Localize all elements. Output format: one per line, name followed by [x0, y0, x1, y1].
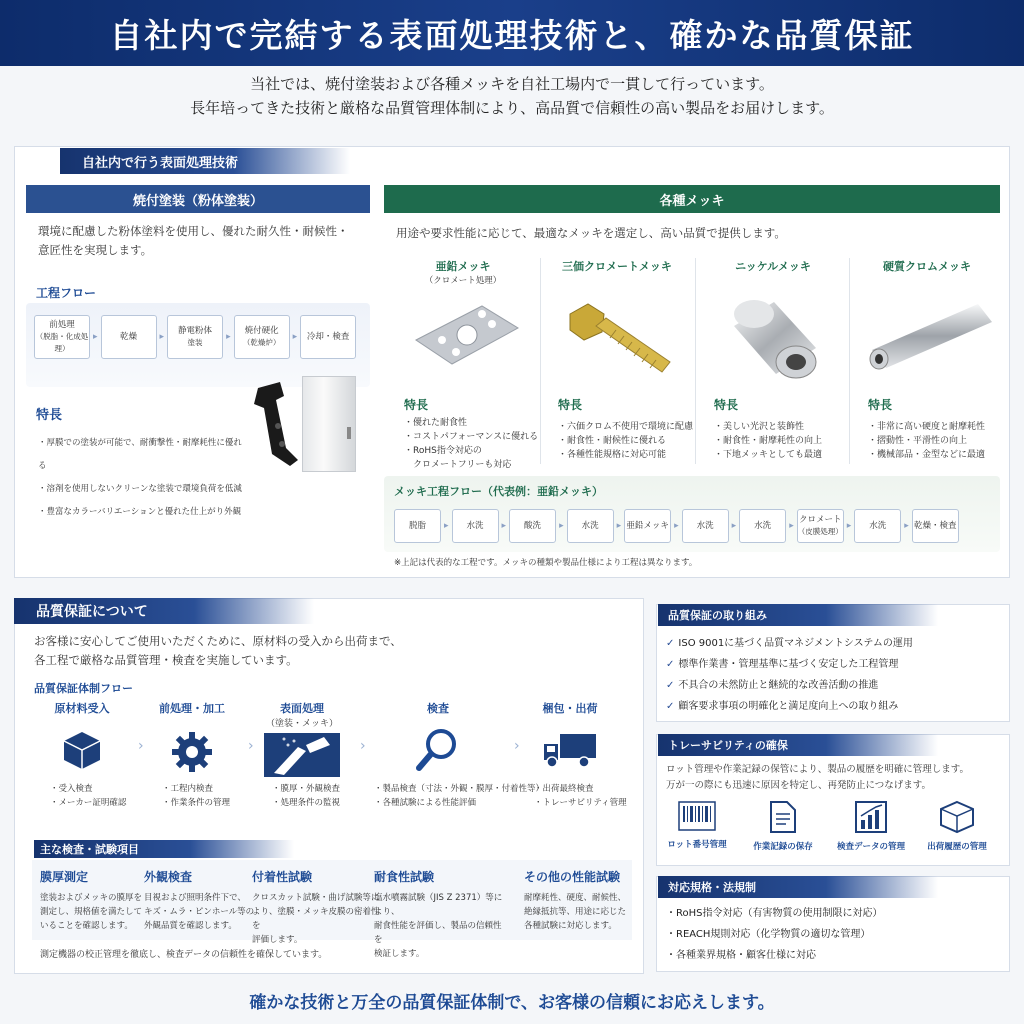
trace-title-text: トレーサビリティの確保: [668, 739, 788, 752]
qstep-bullet: ・処理条件の監視: [272, 798, 341, 808]
flow-step-line: 水洗: [696, 521, 714, 531]
test-desc-line: 検証します。: [374, 949, 425, 959]
flow-step-label: [697, 520, 714, 532]
chevron-right-icon: ›: [138, 738, 144, 754]
flow-step-label: [869, 520, 886, 532]
flow-step-label: [754, 520, 771, 532]
trace-title: [658, 734, 938, 756]
coating-flow: [34, 315, 356, 359]
chevron-right-icon: ›: [514, 738, 520, 754]
plating-flow-step: [394, 509, 441, 543]
plating-features-trivalent: [558, 420, 693, 462]
zinc-plate-image: [412, 300, 522, 374]
arrow-right-icon: ▸: [731, 521, 737, 531]
effort-item: [666, 655, 898, 670]
plating-name-nickel: ニッケルメッキ: [735, 260, 811, 273]
test-desc: [374, 891, 504, 961]
plating-feature: ・耐食性・耐候性に優れる: [558, 436, 667, 446]
test-desc-line: クロスカット試験・曲げ試験等に: [252, 893, 380, 903]
test-desc-line: キズ・ムラ・ピンホール等の: [144, 907, 255, 917]
plating-flow-step: [509, 509, 556, 543]
plating-feature: ・優れた耐食性: [404, 418, 468, 428]
page-title: 自社内で完結する表面処理技術と、確かな品質保証: [109, 15, 915, 55]
test-title: 外観検査: [144, 870, 193, 884]
plating-item-trivalent: [542, 258, 692, 274]
qstep-receiving: [32, 700, 132, 770]
plating-feature-title: 特長: [868, 398, 893, 412]
plating-feature: ・機械部品・金型などに最適: [868, 450, 986, 460]
arrow-right-icon: ▸: [846, 521, 852, 531]
quality-flow-title: 品質保証体制フロー: [34, 682, 133, 695]
test-title: 付着性試験: [252, 870, 313, 884]
coating-flow-title: 工程フロー: [36, 286, 97, 300]
plating-name-zinc: 亜鉛メッキ: [435, 260, 491, 273]
flow-step-line: 水洗: [754, 521, 772, 531]
plating-title: 各種メッキ: [659, 193, 725, 209]
plating-name-trivalent: 三価クロメートメッキ: [562, 260, 672, 273]
plating-note: ※上記は代表的な工程です。メッキの種類や製品仕様により工程は異なります。: [394, 558, 698, 568]
quality-desc-2: 各工程で厳格な品質管理・検査を実施しています。: [34, 653, 298, 667]
coating-feature-title: 特長: [36, 408, 63, 423]
plating-feature-title: 特長: [404, 398, 429, 412]
test-item: [252, 868, 382, 947]
nickel-tube-image: [724, 296, 824, 386]
coated-cabinet-image: [302, 376, 356, 472]
qstep-bullet: ・膜厚・外観検査: [272, 784, 341, 794]
test-desc-line: 各種試験に対応します。: [524, 921, 617, 931]
footer-tagline: 確かな技術と万全の品質保証体制で、お客様の信頼にお応えします。: [249, 993, 775, 1013]
flow-step-label: [626, 520, 669, 532]
plating-feature-title: 特長: [714, 398, 739, 412]
qstep-title: 梱包・出荷: [542, 702, 598, 715]
divider: [849, 258, 850, 464]
test-item: [374, 868, 504, 961]
plating-feature: ・摺動性・平滑性の向上: [868, 436, 968, 446]
magnifier-icon: [415, 726, 461, 772]
plating-feature: ・非常に高い硬度と耐摩耗性: [868, 422, 986, 432]
test-desc-line: いることを確認します。: [40, 921, 133, 931]
standard-item: ・REACH規則対応（化学物質の適切な管理）: [666, 929, 871, 940]
flow-step-label: [582, 520, 599, 532]
test-desc-line: 目視および照明条件下で、: [144, 893, 246, 903]
plating-flow-title: メッキ工程フロー（代表例：亜鉛メッキ）: [394, 485, 603, 498]
plating-name-hardchrome: 硬質クロムメッキ: [883, 260, 971, 273]
coating-desc: [38, 222, 368, 260]
plating-flow-step: [682, 509, 729, 543]
trace-item-record: [740, 800, 826, 852]
flow-step-line: 水洗: [466, 521, 484, 531]
coating-flow-step: [300, 315, 356, 359]
barcode-icon: [677, 800, 717, 832]
checkmark-icon: ✓: [666, 701, 675, 712]
coating-flow-step: [34, 315, 90, 359]
plating-feature: ・六価クロム不使用で環境に配慮: [558, 422, 694, 432]
arrow-right-icon: ▸: [559, 521, 564, 531]
flow-step-sub: （皮膜処理）: [797, 527, 843, 536]
test-title: 耐食性試験: [374, 870, 435, 884]
truck-icon: [542, 730, 598, 770]
test-desc-line: より、塗膜・メッキ皮膜の密着性を: [252, 907, 380, 931]
chevron-right-icon: ›: [360, 738, 366, 754]
flow-step-label: [798, 514, 843, 538]
hardchrome-rod-image: [866, 300, 996, 374]
qstep-title: 前処理・加工: [159, 702, 225, 715]
quality-note: 測定機器の校正管理を徹底し、検査データの信頼性を確保しています。: [40, 950, 328, 960]
qstep-preprocess: [142, 700, 242, 774]
flow-step-line: 水洗: [869, 521, 887, 531]
flow-step-line: 水洗: [581, 521, 599, 531]
qstep-title: 原材料受入: [54, 702, 110, 715]
plating-feature: ・各種性能規格に対応可能: [558, 450, 667, 460]
plating-features-hardchrome: [868, 420, 1003, 462]
flow-step-line: 乾燥: [120, 332, 138, 342]
test-desc-line: 耐摩耗性、硬度、耐候性、: [524, 893, 627, 903]
effort-item: [666, 634, 913, 649]
arrow-right-icon: ▸: [904, 521, 909, 531]
quality-desc-1: お客様に安心してご使用いただくために、原材料の受入から出荷まで、: [34, 634, 402, 648]
plating-feature: ・美しい光沢と装飾性: [714, 422, 805, 432]
arrow-right-icon: ▸: [674, 521, 679, 531]
flow-step-line: 亜鉛メッキ: [626, 521, 669, 531]
effort-item: [666, 697, 898, 712]
qstep-bullet: ・工程内検査: [162, 784, 214, 794]
trace-desc-2: 万が一の際にも迅速に原因を特定し、再発防止につなげます。: [666, 780, 932, 791]
test-title: その他の性能試験: [524, 870, 621, 884]
plating-item-hardchrome: [852, 258, 1002, 274]
test-desc-line: 絶縁抵抗等、用途に応じた: [524, 907, 627, 917]
flow-step-label: [467, 520, 484, 532]
quality-title: [14, 598, 314, 624]
surface-title: [60, 148, 350, 174]
standard-item: ・各種業界規格・顧客仕様に対応: [666, 950, 816, 961]
plating-flow-step: [739, 509, 786, 543]
flow-step-label: [409, 520, 426, 532]
flow-step-line: 前処理: [49, 320, 75, 330]
coating-desc-1: 環境に配慮した粉体塗料を使用し、優れた耐久性・耐候性・: [38, 224, 349, 238]
test-desc-line: 外観品質を確認します。: [144, 921, 237, 931]
qstep-surface: [252, 700, 352, 777]
efforts-title: [658, 604, 938, 626]
chevron-right-icon: ›: [248, 738, 254, 754]
flow-step-line: クロメート: [798, 515, 842, 525]
arrow-right-icon: ▸: [616, 521, 622, 531]
standards-title-text: 対応規格・法規制: [668, 881, 756, 894]
arrow-right-icon: ▸: [93, 332, 98, 342]
standards-title: [658, 876, 938, 898]
flow-step-line: 静電粉体: [178, 326, 213, 336]
flow-step-line: 脱脂: [408, 521, 426, 531]
gear-icon: [170, 730, 214, 774]
plating-flow-step: [452, 509, 499, 543]
plating-sub-zinc: （クロメート処理）: [424, 276, 502, 286]
test-desc: [524, 891, 654, 933]
flow-step-line: 焼付硬化: [244, 326, 279, 336]
trace-item-data: [828, 800, 914, 852]
coating-feature: ・溶剤を使用しないクリーンな塗装で環境負荷を低減: [38, 484, 242, 494]
plating-item-nickel: [698, 258, 848, 274]
qstep-title: 表面処理: [280, 702, 324, 715]
arrow-right-icon: ▸: [501, 521, 507, 531]
bolt-image: [566, 300, 676, 384]
tests-title: [34, 840, 294, 858]
plating-features-nickel: [714, 420, 849, 462]
flow-step-label: [243, 325, 281, 349]
flow-step-label: [35, 319, 89, 355]
arrow-right-icon: ▸: [444, 521, 449, 531]
flow-step-sub: 塗装: [187, 338, 203, 347]
trace-item-lot: [654, 800, 740, 850]
test-desc-line: 評価します。: [252, 935, 303, 945]
plating-feature: クロメートフリーも対応: [404, 460, 512, 470]
coating-desc-2: 意匠性を実現します。: [38, 243, 153, 257]
intro-line-1: 当社では、焼付塗装および各種メッキを自社工場内で一貫して行っています。: [250, 75, 774, 93]
qstep-bullets: [272, 782, 340, 810]
plating-flow-step: [797, 509, 844, 543]
qstep-bullet: ・作業条件の管理: [162, 798, 231, 808]
qstep-bullet: ・出荷最終検査: [534, 784, 594, 794]
quality-title-text: 品質保証について: [36, 604, 148, 620]
flow-step-label: [178, 325, 212, 349]
qstep-bullets: [50, 782, 126, 810]
tests-title-text: 主な検査・試験項目: [40, 843, 139, 856]
test-desc-line: 測定し、規格値を満たして: [40, 907, 143, 917]
flow-step-sub: （乾燥炉）: [242, 338, 281, 347]
plating-item-zinc: [388, 258, 538, 286]
qstep-bullets: [534, 782, 627, 810]
plating-flow-step: [854, 509, 901, 543]
checkmark-icon: ✓: [666, 659, 675, 670]
plating-feature: ・下地メッキとしても最適: [714, 450, 823, 460]
plating-feature: ・RoHS指令対応の: [404, 446, 482, 456]
test-item: [524, 868, 654, 933]
qstep-bullet: ・トレーサビリティ管理: [534, 798, 627, 808]
effort-text: 標準作業書・管理基準に基づく安定した工程管理: [678, 659, 899, 670]
plating-feature: ・耐食性・耐摩耗性の向上: [714, 436, 823, 446]
test-desc-line: 耐食性能を評価し、製品の信頼性を: [374, 921, 502, 945]
checkmark-icon: ✓: [666, 680, 675, 691]
plating-desc: 用途や要求性能に応じて、最適なメッキを選定し、高い品質で提供します。: [396, 226, 786, 240]
arrow-right-icon: ▸: [789, 521, 794, 531]
chart-icon: [854, 800, 888, 834]
flow-step-label: [524, 520, 541, 532]
plating-feature: ・コストパフォーマンスに優れる: [404, 432, 539, 442]
coating-flow-step: [234, 315, 290, 359]
effort-text: 顧客要求事項の明確化と満足度向上への取り組み: [678, 701, 899, 712]
arrow-right-icon: ▸: [226, 332, 231, 342]
trace-label: ロット番号管理: [667, 840, 727, 850]
test-title: 膜厚測定: [40, 870, 89, 884]
flow-step-sub: （脱脂・化成処理）: [35, 332, 89, 353]
trace-desc-1: ロット管理や作業記録の保管により、製品の履歴を明確に管理します。: [666, 764, 970, 775]
plating-flow-step: [567, 509, 614, 543]
plating-title-bar: [384, 185, 1000, 213]
qstep-shipping: [520, 700, 620, 770]
plating-features-zinc: [404, 416, 539, 472]
flow-step-label: [307, 331, 350, 343]
checkmark-icon: ✓: [666, 638, 675, 649]
arrow-right-icon: ▸: [159, 332, 165, 342]
qstep-bullet: ・メーカー証明確認: [50, 798, 127, 808]
qstep-title: 検査: [427, 702, 449, 715]
intro-text: [0, 72, 1024, 120]
coating-title-bar: [26, 185, 370, 213]
flow-step-label: [914, 520, 957, 532]
plating-flow: [394, 509, 959, 543]
plating-feature-title: 特長: [558, 398, 583, 412]
coating-flow-step: [101, 315, 157, 359]
trace-label: 検査データの管理: [836, 842, 905, 852]
qstep-inspection: [388, 700, 488, 772]
quality-desc: [34, 632, 634, 670]
qstep-bullet: ・各種試験による性能評価: [374, 798, 477, 808]
test-desc-line: 塗装およびメッキの膜厚を: [40, 893, 143, 903]
efforts-title-text: 品質保証の取り組み: [668, 609, 767, 622]
coating-flow-step: [167, 315, 223, 359]
trace-label: 作業記録の保存: [753, 842, 813, 852]
divider: [540, 258, 541, 464]
standard-item: ・RoHS指令対応（有害物質の使用制限に対応）: [666, 908, 883, 919]
flow-step-label: [120, 331, 137, 343]
coating-title: 焼付塗装（粉体塗装）: [132, 193, 263, 209]
plating-flow-step: [912, 509, 959, 543]
arrow-right-icon: ▸: [292, 332, 298, 342]
flow-step-line: 乾燥・検査: [914, 521, 957, 531]
qstep-bullet: ・受入検査: [50, 784, 93, 794]
flow-step-line: 冷却・検査: [306, 332, 350, 342]
coating-features: [38, 432, 248, 524]
divider: [695, 258, 696, 464]
trace-item-shipping: [914, 800, 1000, 852]
effort-text: ISO 9001に基づく品質マネジメントシステムの運用: [678, 638, 913, 649]
qstep-bullets: [162, 782, 230, 810]
qstep-subtitle: （塗装・メッキ）: [265, 719, 338, 729]
qstep-bullet: ・製品検査（寸法・外観・膜厚・付着性等）: [374, 784, 545, 794]
test-desc: [252, 891, 382, 947]
coating-feature: ・豊富なカラーバリエーションと優れた仕上がり外観: [38, 507, 242, 517]
coated-bracket-image: [250, 378, 310, 468]
test-desc-line: 塩水噴霧試験（JIS Z 2371）等により、: [374, 893, 503, 917]
effort-text: 不具合の未然防止と継続的な改善活動の推進: [678, 680, 879, 691]
box-icon: [62, 730, 102, 770]
surface-title-text: 自社内で行う表面処理技術: [82, 155, 239, 171]
document-icon: [767, 800, 799, 834]
trace-label: 出荷履歴の管理: [927, 842, 987, 852]
spray-icon: [264, 733, 340, 777]
effort-item: [666, 676, 878, 691]
plating-flow-step: [624, 509, 671, 543]
package-icon: [939, 800, 975, 834]
trace-desc: [666, 762, 1006, 794]
coating-feature: ・厚膜での塗装が可能で、耐衝撃性・耐摩耗性に優れる: [38, 438, 242, 471]
intro-line-2: 長年培ってきた技術と厳格な品質管理体制により、高品質で信頼性の高い製品をお届けします。: [190, 99, 834, 117]
qstep-bullets: [374, 782, 544, 810]
flow-step-line: 酸洗: [524, 521, 542, 531]
header-banner: [0, 0, 1024, 66]
